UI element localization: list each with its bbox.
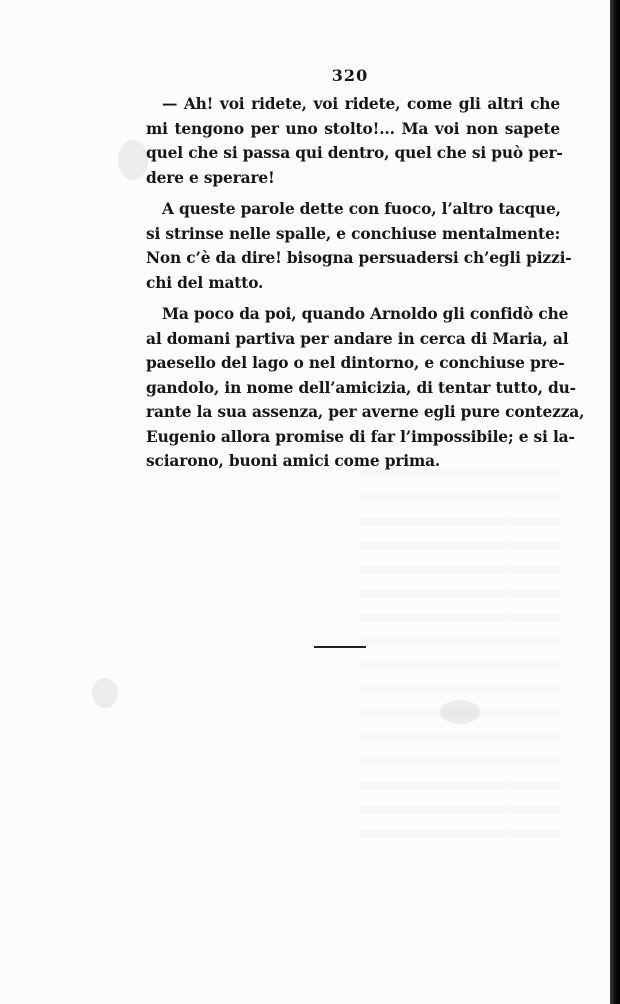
section-end-rule (314, 646, 366, 648)
text-line: Ma poco da poi, quando Arnoldo gli confidò che (162, 305, 569, 323)
text-line: gandolo, in nome dell’amicizia, di tentar tutto, du- (146, 378, 576, 397)
text-line: si strinse nelle spalle, e conchiuse mentalmente: (146, 224, 561, 243)
body-text (146, 92, 585, 481)
text-line: rante la sua assenza, per averne egli pure contezza, (146, 403, 585, 421)
text-line: chi del matto. (146, 273, 264, 292)
page-number: 320 (331, 66, 369, 85)
text-line: Non c’è da dire! bisogna persuadersi ch’egli pizzi- (146, 249, 572, 267)
paper-speck (118, 140, 148, 180)
bleed-through-texture (360, 470, 560, 850)
paper-speck (92, 678, 118, 708)
text-line: paesello del lago o nel dintorno, e conchiuse pre- (146, 354, 565, 372)
text-line: sciarono, buoni amici come prima. (146, 452, 441, 470)
paragraph (146, 302, 585, 474)
paper-speck (440, 700, 480, 724)
paragraph (146, 197, 572, 295)
paragraph (146, 92, 563, 190)
page-binding-edge (610, 0, 620, 1004)
text-line: mi tengono per uno stolto!... Ma voi non sapete (146, 119, 560, 138)
text-line: Eugenio allora promise di far l’impossibile; e si la- (146, 427, 575, 446)
text-line: dere e sperare! (146, 168, 275, 187)
text-line: al domani partiva per andare in cerca di Maria, al (146, 329, 569, 348)
text-line: — Ah! voi ridete, voi ridete, come gli altri che (162, 95, 560, 113)
text-line: A queste parole dette con fuoco, l’altro tacque, (162, 200, 561, 218)
text-line: quel che si passa qui dentro, quel che si può per- (146, 144, 563, 162)
